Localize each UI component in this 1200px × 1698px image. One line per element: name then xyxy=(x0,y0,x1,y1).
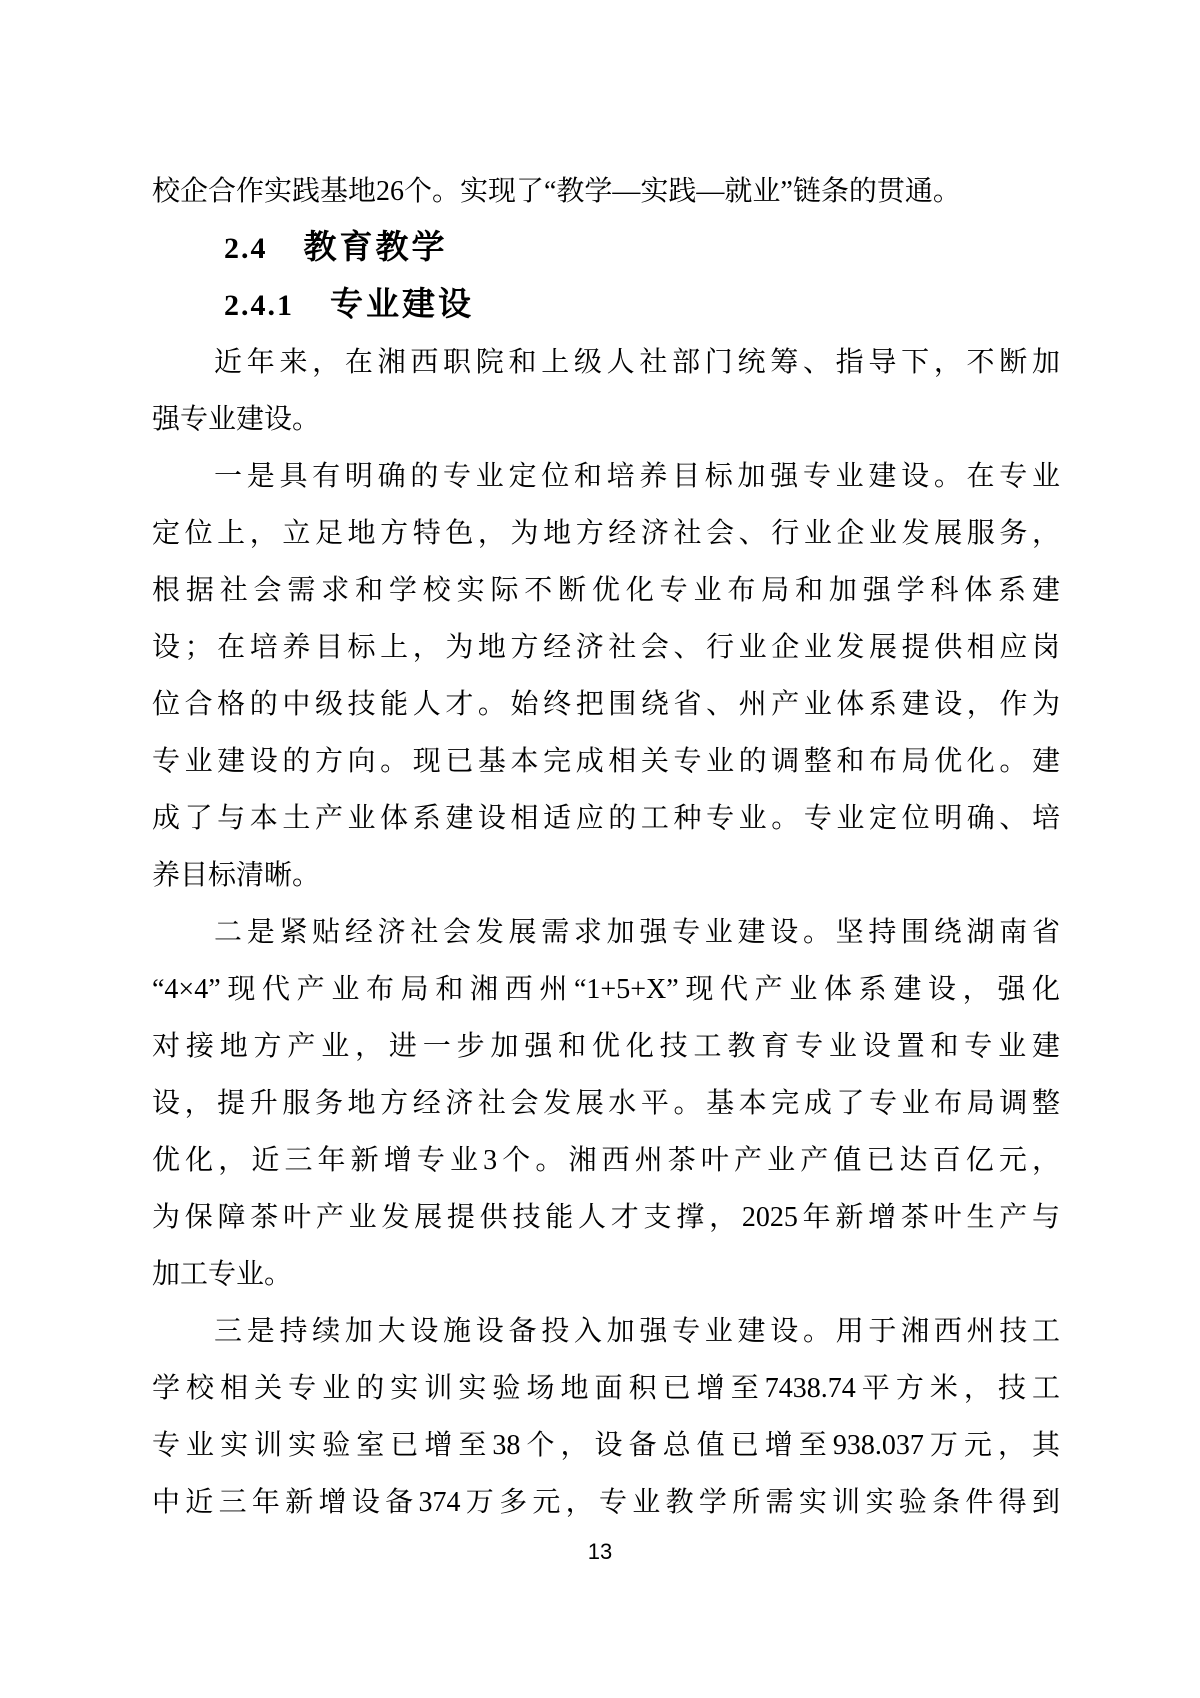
heading-number: 2.4 xyxy=(224,232,268,265)
text-line: “4×4”现代产业布局和湘西州“1+5+X”现代产业体系建设，强化 xyxy=(152,974,1060,1005)
heading-title: 教育教学 xyxy=(303,230,448,266)
text-line: 为保障茶叶产业发展提供技能人才支撑，2025年新增茶叶生产与 xyxy=(152,1202,1060,1233)
text-line: 三是持续加大设施设备投入加强专业建设。用于湘西州技工 xyxy=(214,1316,1060,1347)
text-line: 二是紧贴经济社会发展需求加强专业建设。坚持围绕湖南省 xyxy=(214,917,1060,948)
text-line: 定位上，立足地方特色，为地方经济社会、行业企业发展服务， xyxy=(152,518,1060,549)
text-line: 对接地方产业，进一步加强和优化技工教育专业设置和专业建 xyxy=(152,1031,1060,1062)
page-number: 13 xyxy=(587,1539,613,1564)
text-line: 优化，近三年新增专业3个。湘西州茶叶产业产值已达百亿元， xyxy=(152,1145,1060,1176)
text-line: 一是具有明确的专业定位和培养目标加强专业建设。在专业 xyxy=(214,461,1060,492)
text-line: 根据社会需求和学校实际不断优化专业布局和加强学科体系建 xyxy=(152,575,1060,606)
text-line: 专业实训实验室已增至38个，设备总值已增至938.037万元，其 xyxy=(152,1430,1060,1461)
section-heading xyxy=(152,277,1060,334)
text-line: 近年来，在湘西职院和上级人社部门统筹、指导下，不断加 xyxy=(214,347,1060,378)
text-line: 校企合作实践基地26个。实现了“教学—实践—就业”链条的贯通。 xyxy=(152,176,961,207)
heading-title: 专业建设 xyxy=(330,287,474,323)
document-body xyxy=(152,163,1060,1531)
text-line: 加工专业。 xyxy=(152,1259,293,1290)
text-line: 专业建设的方向。现已基本完成相关专业的调整和布局优化。建 xyxy=(152,746,1060,777)
section-heading xyxy=(152,220,1060,277)
text-line: 设；在培养目标上，为地方经济社会、行业企业发展提供相应岗 xyxy=(152,632,1060,663)
text-line: 位合格的中级技能人才。始终把围绕省、州产业体系建设，作为 xyxy=(152,689,1060,720)
text-line: 养目标清晰。 xyxy=(152,860,321,891)
text-line: 学校相关专业的实训实验场地面积已增至7438.74平方米，技工 xyxy=(152,1373,1060,1404)
heading-number: 2.4.1 xyxy=(224,289,294,322)
text-line: 设，提升服务地方经济社会发展水平。基本完成了专业布局调整 xyxy=(152,1088,1060,1119)
text-line: 成了与本土产业体系建设相适应的工种专业。专业定位明确、培 xyxy=(152,803,1060,834)
text-line: 中近三年新增设备374万多元，专业教学所需实训实验条件得到 xyxy=(152,1487,1060,1518)
text-line: 强专业建设。 xyxy=(152,404,321,435)
